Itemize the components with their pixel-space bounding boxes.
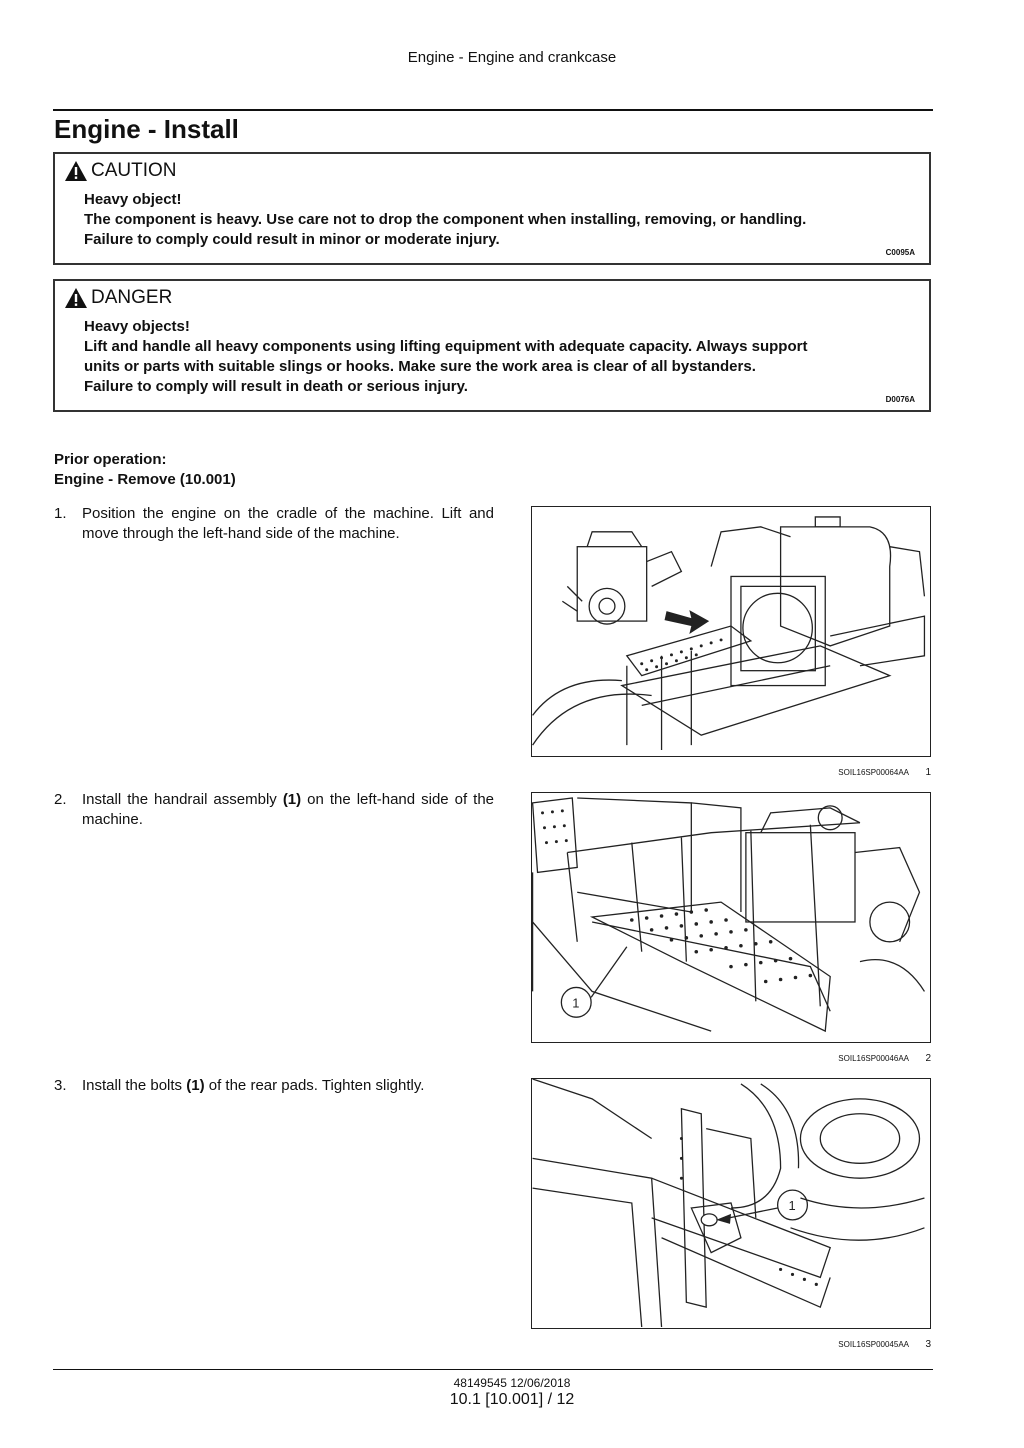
danger-code: D0076A [885,395,915,404]
figure-3-callout-1: 1 [788,1197,796,1213]
figure-number: 1 [925,767,931,778]
footer-page-ref: 10.1 [10.001] / 12 [449,1391,575,1408]
warning-triangle-icon [64,287,88,309]
caution-line: Heavy object! [84,191,182,208]
step-1 [54,504,494,544]
prior-operation [54,450,236,490]
danger-text [84,317,807,397]
danger-line: Lift and handle all heavy components using lifting equipment with adequate capacity. Always support [84,338,808,355]
rear-pads-illustration [532,1079,930,1328]
step-reference: (1) [282,791,302,808]
step-number: 2. [54,791,67,808]
figure-3-rear-pads [531,1078,931,1329]
danger-label: DANGER [91,287,173,308]
step-text-part: of the rear pads. Tighten slightly. [204,1077,425,1094]
caution-label: CAUTION [91,160,177,181]
figure-number: 2 [925,1053,931,1064]
handrail-illustration [532,793,930,1042]
step-text [82,1076,494,1096]
warning-triangle-icon [64,160,88,182]
prior-operation-link[interactable]: Engine - Remove (10.001) [54,471,236,488]
step-text-part: on the left-hand side of the machine. [82,791,495,828]
prior-operation-label: Prior operation: [54,451,167,468]
caution-box [53,152,931,265]
caution-line: Failure to comply could result in minor or moderate injury. [84,231,500,248]
step-text [82,790,494,830]
step-text-part: Install the bolts [82,1077,187,1094]
figure-code: SOIL16SP00064AA [838,768,909,777]
caution-code: C0095A [885,248,915,257]
header-rule [53,109,933,111]
danger-heading [64,287,172,309]
figure-number: 3 [925,1339,931,1350]
caution-heading [64,160,177,182]
step-number: 3. [54,1077,67,1094]
step-reference: (1) [186,1077,205,1094]
engine-cradle-illustration [532,507,930,756]
step-number: 1. [54,505,67,522]
step-text-part: Install the handrail assembly [82,791,283,808]
step-2 [54,790,494,830]
running-header: Engine - Engine and crankcase [407,49,617,66]
caution-line: The component is heavy. Use care not to drop the component when installing, removing, or handling. [84,211,807,228]
danger-box [53,279,931,412]
danger-line: Failure to comply will result in death or serious injury. [84,378,468,395]
danger-line: units or parts with suitable slings or hooks. Make sure the work area is clear of all bystanders. [84,358,756,375]
footer-doc-info: 48149545 12/06/2018 [453,1376,571,1390]
caution-text [84,190,806,250]
figure-1-engine-lift [531,506,931,757]
figure-code: SOIL16SP00045AA [838,1340,909,1349]
figure-2-callout-1: 1 [572,995,580,1011]
danger-line: Heavy objects! [84,318,190,335]
footer-rule [53,1369,933,1370]
step-text: Position the engine on the cradle of the machine. Lift and move through the left-hand side of the machine. [82,505,494,542]
figure-2-handrail [531,792,931,1043]
page-title: Engine - Install [54,114,239,144]
figure-code: SOIL16SP00046AA [838,1054,909,1063]
step-3 [54,1076,494,1096]
